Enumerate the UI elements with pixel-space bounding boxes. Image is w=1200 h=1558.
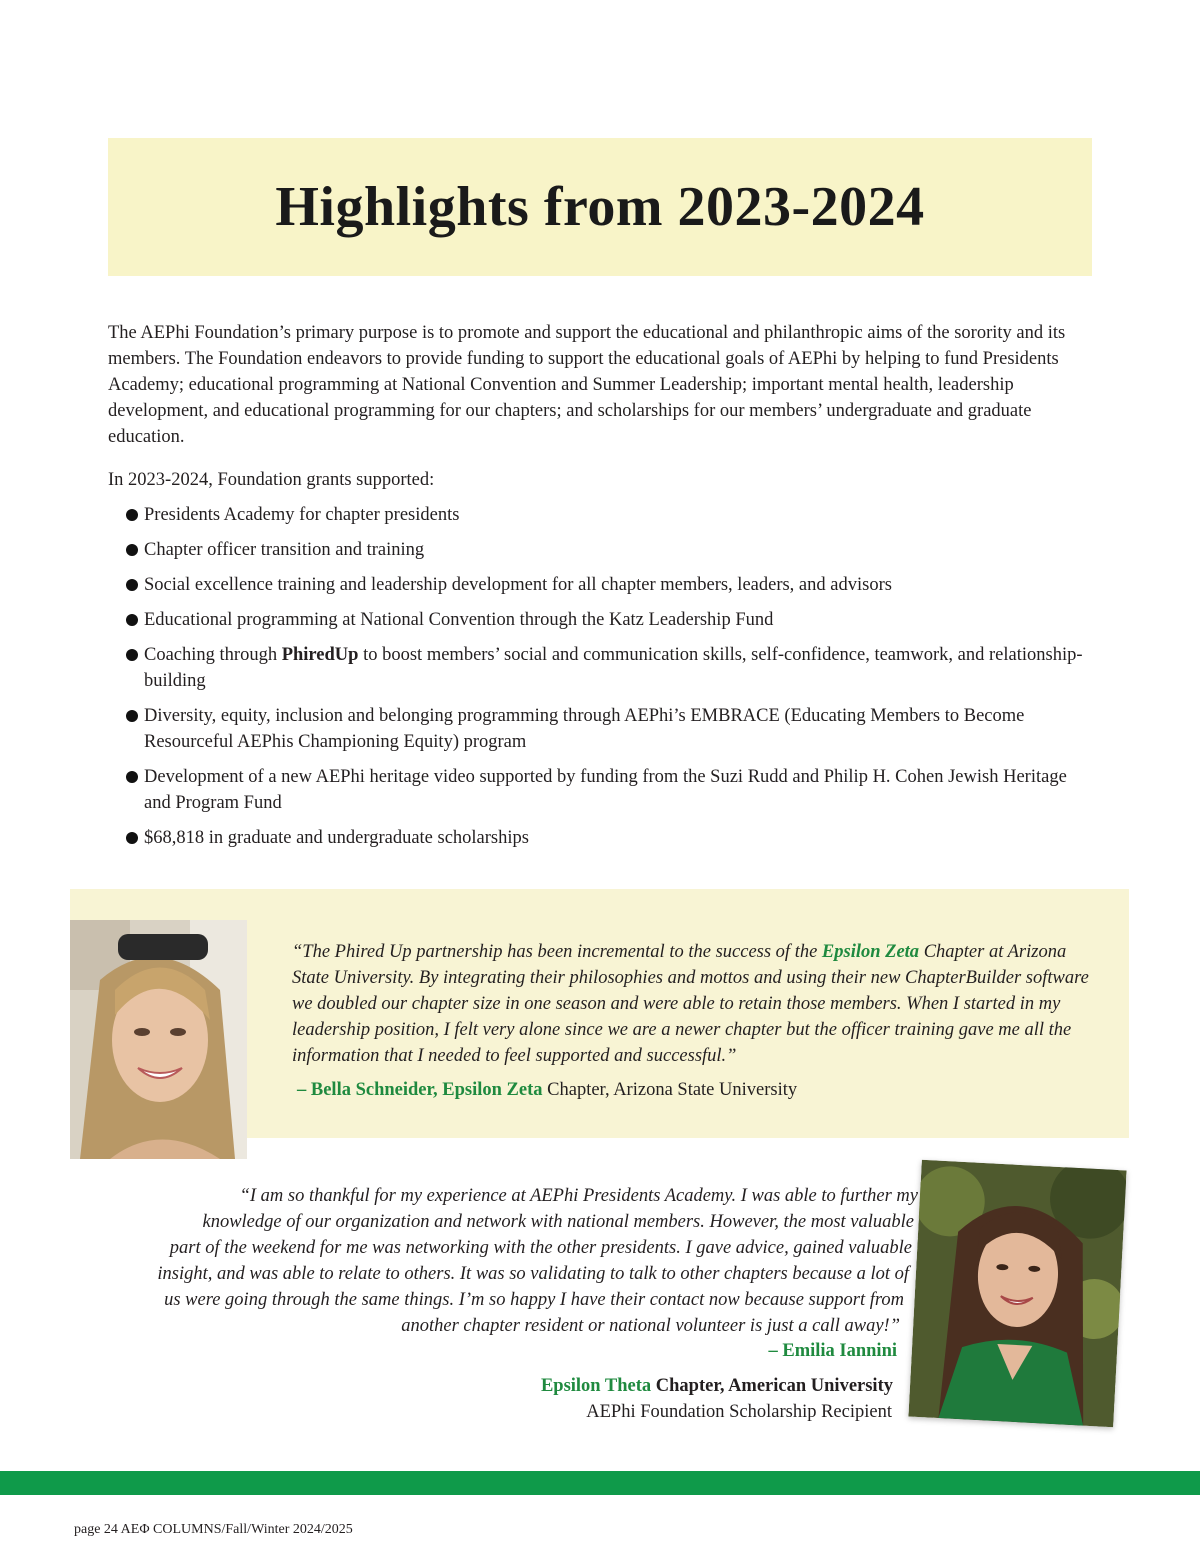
quote-bella <box>292 939 1092 1069</box>
attribution-name-emilia: – Emilia Iannini <box>768 1341 897 1361</box>
attribution-rest: Chapter, Arizona State University <box>542 1080 798 1100</box>
intro-paragraph: The AEPhi Foundation’s primary purpose is to promote and support the educational and philanthropic aims of the sorority and its members. The Foundation endeavors to provide funding to support the educational goals of AEPhi by helping to fund Presidents Academy; educational programming at National Convention and Summer Leadership; important mental health, leadership development, and educational programming for our chapters; and scholarships for our members’ undergraduate and graduate education. <box>108 323 1066 447</box>
list-item <box>126 502 1096 528</box>
bullet-icon <box>126 710 138 722</box>
bullet-icon <box>126 649 138 661</box>
list-item <box>126 764 1096 816</box>
list-item-text: Presidents Academy for chapter presidents <box>144 505 460 525</box>
list-item-text: Development of a new AEPhi heritage video supported by funding from the Suzi Rudd and Philip H. Cohen Jewish Heritage and Program Fund <box>144 767 1067 813</box>
quote-attribution-bella <box>297 1077 797 1103</box>
quote-text: “The Phired Up partnership has been incremental to the success of the <box>292 942 822 962</box>
phiredup-bold: PhiredUp <box>281 645 359 665</box>
bullet-icon <box>126 579 138 591</box>
attribution-role-emilia: AEPhi Foundation Scholarship Recipient <box>586 1402 892 1422</box>
list-item <box>126 825 1096 851</box>
quote-line: another chapter resident or national volunteer is just a call away!” <box>401 1316 900 1336</box>
footer-bar <box>0 1471 1200 1495</box>
quote-emilia <box>110 1183 920 1339</box>
quote-line: part of the weekend for me was networking with the other presidents. I gave advice, gained valuable <box>169 1238 912 1258</box>
page-footer: page 24 AEΦ COLUMNS/Fall/Winter 2024/2025 <box>74 1522 353 1537</box>
list-item-text: to boost members’ social and communication skills, self-confidence, teamwork, and relationship-building <box>144 645 1083 691</box>
attribution-chapter-emilia <box>440 1373 893 1399</box>
list-item-text: Social excellence training and leadership development for all chapter members, leaders, and advisors <box>144 575 892 595</box>
list-item <box>126 642 1096 694</box>
title-band <box>108 138 1092 276</box>
list-item-text: Educational programming at National Convention through the Katz Leadership Fund <box>144 610 774 630</box>
chapter-highlight: Epsilon Theta <box>540 1376 652 1396</box>
emilia-iannini-photo <box>908 1160 1126 1427</box>
list-item <box>126 537 1096 563</box>
attribution-name: – Bella Schneider, Epsilon Zeta <box>297 1080 543 1100</box>
list-item <box>126 607 1096 633</box>
list-item-text: Coaching through <box>144 645 282 665</box>
quote-line: “I am so thankful for my experience at AEPhi Presidents Academy. I was able to further my <box>239 1186 918 1206</box>
list-item-text: $68,818 in graduate and undergraduate scholarships <box>144 828 529 848</box>
quote-line: us were going through the same things. I’m so happy I have their contact now because support from <box>164 1290 904 1310</box>
chapter-rest: Chapter, American University <box>651 1376 893 1396</box>
grants-list <box>126 502 1096 860</box>
bullet-icon <box>126 544 138 556</box>
list-item <box>126 572 1096 598</box>
bullet-icon <box>126 832 138 844</box>
list-item-text: Diversity, equity, inclusion and belonging programming through AEPhi’s EMBRACE (Educating Members to Become Resourceful AEPhis Championing Equity) program <box>144 706 1025 752</box>
chapter-highlight: Epsilon Zeta <box>821 942 920 962</box>
bullet-icon <box>126 771 138 783</box>
page-title: Highlights from 2023-2024 <box>275 176 925 238</box>
list-item <box>126 703 1096 755</box>
bella-schneider-photo <box>70 920 247 1159</box>
quote-line: knowledge of our organization and network with national members. However, the most valuable <box>202 1212 914 1232</box>
quote-line: insight, and was able to relate to others. It was so validating to talk to other chapters because a lot of <box>157 1264 909 1284</box>
bullet-icon <box>126 614 138 626</box>
bullet-icon <box>126 509 138 521</box>
grants-lead: In 2023-2024, Foundation grants supported: <box>108 470 435 490</box>
list-item-text: Chapter officer transition and training <box>144 540 425 560</box>
quote-text: Chapter at Arizona State University. By integrating their philosophies and mottos and using their new ChapterBuilder software we doubled our chapter size in one season and were able to retain those members. When I started in my leadership position, I felt very alone since we are a newer chapter but the officer training gave me all the information that I needed to feel supported and successful.” <box>292 942 1089 1066</box>
